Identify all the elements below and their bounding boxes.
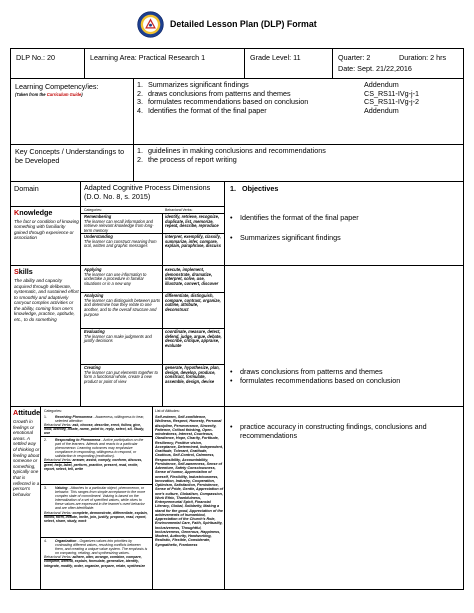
competency-item: 4. Identifies the format of the final paper (137, 105, 267, 115)
skills-objectives-list (230, 368, 462, 385)
categories-label: Categories: (44, 409, 62, 413)
curriculum-guide-link: Curriculum Guide (46, 92, 82, 97)
remembering-verbs: identify, retrieve, recognize, duplicate, list, memorize, repeat, describe, reproduce (165, 214, 219, 229)
attitude-objectives-list (230, 423, 460, 440)
grade-level-cell (244, 48, 333, 79)
competency-items-cell (133, 78, 464, 145)
analyzing-verbs: differentiate, distinguish, compare, contrast, organize, outline, attribute, deconstruct (165, 293, 221, 313)
knowledge-objectives-cell (224, 206, 464, 266)
duration: Duration: 2 hrs (399, 53, 447, 62)
skills-heading: Skills (14, 267, 33, 276)
key-concept-item: 2. the process of report writing (137, 154, 237, 164)
verbs-label: Behavioral Verbs: (165, 208, 193, 212)
competency-code: Addendum (364, 105, 399, 115)
attitude-objectives-cell (224, 406, 464, 590)
knowledge-objectives-list (230, 214, 460, 242)
attitudes-list-label: List of Attitudes: (155, 409, 180, 413)
responding-row: 2. Responding to Phenomena - Active participation on the part of the learners. Attends and reacts to a particular phenomenon. Learning outcomes may emphasize compliance in responding, willingness to respond, or satisfaction in responding (motivation). Behavioral Verbs: answer, assist, comply, conform, discuss, greet, help, label, perform, practice, present, read, recite, report, select, tell, write (44, 438, 144, 471)
analyzing-row: Analyzing The learner can distinguish between parts and determine how they relate to one another, and to the overall structure and purpose (84, 293, 161, 317)
competency-code: Addendum (364, 80, 399, 89)
learning-area-cell (84, 48, 245, 79)
knowledge-desc: The fact or condition of knowing something with familiarity gained through experience or association (14, 219, 79, 241)
key-concepts-cell (133, 144, 464, 182)
evaluating-row: Evaluating The learner can make judgments and justify decisions (84, 329, 152, 344)
key-concepts-list (137, 147, 457, 164)
objectives-header: 1. Objectives (230, 184, 279, 193)
dlp-no-cell (10, 48, 85, 79)
competency-label-wrap (10, 78, 134, 145)
evaluating-verbs: coordinate, measure, detect, defend, judge, argue, debate, describe, critique, appraise, evaluate (165, 329, 222, 349)
categories-label: Categories: (84, 208, 102, 212)
skills-objectives-cell (224, 265, 464, 407)
competency-codes (364, 81, 419, 115)
knowledge-domain-cell (10, 206, 81, 266)
objective-item: • Identifies the format of the final paper (230, 213, 359, 222)
objective-item: • draws conclusions from patterns and themes (230, 367, 383, 376)
competency-code: CS_RS11-IVg-j-2 (364, 97, 419, 107)
key-concepts-label: Key Concepts / Understandings to be Developed (15, 147, 125, 165)
creating-row: Creating The learner can put elements together to form a functional whole, create a new product or point of view (84, 365, 158, 385)
objective-item: • Summarizes significant findings (230, 232, 341, 242)
understanding-row: Understanding The learner can construct meaning from oral, written and graphic messages (84, 234, 157, 249)
date: Date: Sept. 21/22,2016 (338, 64, 412, 73)
objective-item: • practice accuracy in constructing findings, conclusions and recommendations (230, 422, 427, 440)
skills-process-cell (80, 265, 225, 407)
knowledge-heading: Knowledge (14, 208, 53, 217)
attitude-desc: Growth in feelings or emotional areas. A settled way of thinking or feeling about someone or something, typically one that is reflected in a person's behavior (13, 419, 40, 497)
quarter: Quarter: 2 (338, 53, 371, 62)
grade-level: Grade Level: 11 (250, 53, 301, 62)
page-title: Detailed Lesson Plan (DLP) Format (170, 19, 317, 29)
process-header: Adapted Cognitive Process Dimensions (D.O. No. 8, s. 2015) (84, 183, 211, 201)
competency-code: CS_RS11-IVg-j-1 (364, 88, 419, 98)
applying-row: Applying The learner can use information to undertake a procedure in familiar situations or in a new way (84, 267, 147, 287)
understanding-verbs: interpret, exemplify, classify, summarize, infer, compare, explain, paraphrase, discuss (165, 234, 221, 249)
creating-verbs: generate, hypothesize, plan, design, develop, produce, construct, formulate, assemble, design, devise (165, 365, 220, 385)
process-header-cell (80, 181, 225, 207)
competency-item: 1. Summarizes significant findings (137, 80, 249, 89)
valuing-row: 3. Valuing - Attaches to a particular object, phenomenon, or behavior. This ranges from simple acceptance to the more complex state of commitment. Valuing is based on the internalization of a set of specified values, while clues to these values are expressed in the learner's overt behavior and are often identifiable. Behavioral Verbs: complete, demonstrate, differentiate, explain, follow, form, initiate, invite, join, justify, propose, read, report, select, share, study, work (44, 486, 148, 523)
dlp-no: DLP No.: 20 (16, 53, 56, 62)
key-concepts-label-cell (10, 144, 134, 182)
knowledge-process-cell (80, 206, 225, 266)
attitude-domain-cell (10, 406, 41, 590)
competency-list (137, 81, 357, 115)
objective-item: • formulates recommendations based on conclusion (230, 375, 401, 385)
organization-row: 4. Organization - Organizes values into priorities by contrasting different values, resolving conflicts between them, and creating a unique value system. The emphasis is on comparing, relating, and synthesizing values. Behavioral Verbs: adhere, alter, arrange, combine, compare, complete, defend, explain, formulate, generalize, identify, integrate, modify, order, organize, prepare, relate, synthesize (44, 539, 148, 568)
skills-domain-cell (10, 265, 81, 407)
competency-item: 2. draws conclusions from patterns and themes (137, 88, 291, 98)
receiving-row: 1. Receiving Phenomena - Awareness, willingness to hear, selected attention Behavioral Verbs: ask, choose, describe, erect, follow, give, hold, identify, locate, name, point to, reply, select, sit, Study, use (44, 415, 145, 436)
key-concept-item: 1. guidelines in making conclusions and recommendations (137, 146, 326, 155)
remembering-row: Remembering The learner can recall information and retrieve relevant knowledge from long-term memory (84, 214, 154, 234)
attitude-process-cell (40, 406, 225, 590)
quarter-cell (332, 48, 464, 79)
attitude-heading: Attitude (13, 408, 41, 417)
skills-desc: The ability and capacity acquired through deliberate, systematic, and sustained effort to smoothly and adaptively carryout complex activities or the ability, coming from one's knowledge, practice, aptitude, etc., to do something (14, 278, 79, 322)
attitudes-list: Self-esteem, Self-confidence, Wellness, Respect, Honesty, Personal discipline, Perseverance, Sincerity, Patience, Critical thinking, Open-mindedness, Interest, Courteous, Obedience, Hope, Charity, Fortitude, Resiliency, Positive vision, Acceptance, Determined, Independent, Gratitude, Tolerant, Gratitude, Cautious, Self-Control, Calmness, Responsibility, Accountability, Persistence, Self-awareness, Sense of Adventure, Safety Consciousness, Sense of humor, Appreciation of oneself, Flexibility, Industriousness, Innovation, Industry, Cooperation, Optimism, Satisfaction, Persistence, Sense of Pride, Gentle, Appreciation of one's culture, Globalism, Compassion, Work Ethic, Thankfulness, Entrepreneurial Spirit, Financial Literacy, Global, Solidarity, Making a stand for the good, Appreciation of the achievements of humankind, Appreciation of the Church's Role, Environmental Care, Faith, Spirituality, Inclusiveness, Thoughtful, Inclusiveness, Generous, Happiness, Modest, Authority, Hardworking, Realistic, Flexible, Considerate, Sympathetic, Frankness (155, 415, 224, 547)
objectives-header-cell (224, 181, 464, 207)
domain-header-cell (10, 181, 81, 207)
competency-item: 3. formulates recommendations based on conclusion (137, 97, 309, 107)
competency-label: Learning Competency/ies: (15, 82, 99, 91)
competency-note: (Taken from the Curriculum Guide) (15, 92, 83, 97)
deped-seal-logo (137, 11, 164, 38)
learning-area: Learning Area: Practical Research 1 (90, 53, 206, 62)
applying-verbs: execute, implement, demonstrate, dramatize, interpret, solve, use, illustrate, convert, discover (165, 267, 219, 287)
domain-header: Domain (14, 184, 39, 193)
